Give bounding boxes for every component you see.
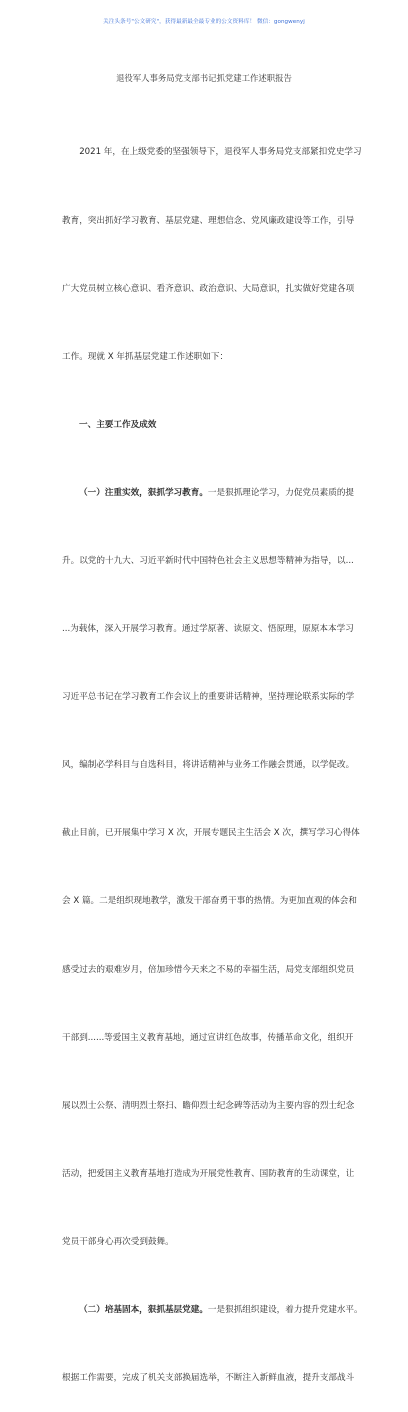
- body-line: 干部到......等爱国主义教育基地，通过宣讲红色故事，传播革命文化，组织开: [62, 1032, 354, 1043]
- subsection-heading-2: [62, 1299, 363, 1322]
- body-line: 升。以党的十九大、习近平新时代中国特色社会主义思想等精神为指导，以...: [62, 555, 354, 566]
- subsection-rest: 一是狠抓组织建设，着力提升党建水平。: [207, 1305, 363, 1315]
- subsection-lead: （一）注重实效，狠抓学习教育。: [79, 487, 208, 498]
- body-line: 截止目前，已开展集中学习 X 次，开展专题民主生活会 X 次，撰写学习心得体: [62, 828, 360, 839]
- body-line: 2021 年，在上级党委的坚强领导下，退役军人事务局党支部紧扣党史学习: [62, 147, 362, 158]
- body-line: 党员干部身心再次受到鼓舞。: [62, 1236, 174, 1247]
- body-line: 展以烈士公祭、清明烈士祭扫、瞻仰烈士纪念碑等活动为主要内容的烈士纪念: [62, 1100, 355, 1111]
- body-line: ...为载体，深入开展学习教育。通过学原著、读原文、悟原理，原原本本学习: [62, 624, 354, 635]
- body-line: 教育，突出抓好学习教育、基层党建、理想信念、党风廉政建设等工作，引导: [62, 215, 355, 226]
- body-line: 感受过去的艰难岁月，倍加珍惜今天来之不易的幸福生活，局党支部组织党员: [62, 964, 355, 975]
- header-banner: 关注头条号"公文研究"，获得最新最全最专业的公文资料库！ 微信：gongwenyj: [103, 19, 305, 25]
- subsection-rest: 一是狠抓理论学习，力促党员素质的提: [207, 487, 355, 498]
- subsection-heading-1: [62, 482, 358, 505]
- subsection-lead: （二）培基固本，狠抓基层党建。: [79, 1305, 208, 1315]
- body-line: 习近平总书记在学习教育工作会议上的重要讲话精神，坚持理论联系实际的学: [62, 692, 355, 703]
- body-line: 根据工作需要，完成了机关支部换届选举，不断注入新鲜血液，提升支部战斗: [62, 1373, 355, 1384]
- section-heading: 一、主要工作及成效: [79, 419, 157, 430]
- body-line: 广大党员树立核心意识、看齐意识、政治意识、大局意识，扎实做好党建各项: [62, 283, 355, 294]
- document-body: [62, 96, 363, 1412]
- body-line: 风，编制必学科目与自选科目，将讲话精神与业务工作融会贯通，以学促改。: [62, 760, 355, 771]
- body-line: 会 X 篇。二是组织现地教学，激发干部奋勇干事的热情。为更加直观的体会和: [62, 896, 357, 907]
- document-title: 退役军人事务局党支部书记抓党建工作述职报告: [116, 73, 292, 83]
- body-line: 工作。现就 X 年抓基层党建工作述职如下：: [62, 351, 229, 362]
- body-line: 活动，把爱国主义教育基地打造成为开展党性教育、国防教育的生动课堂，让: [62, 1168, 355, 1179]
